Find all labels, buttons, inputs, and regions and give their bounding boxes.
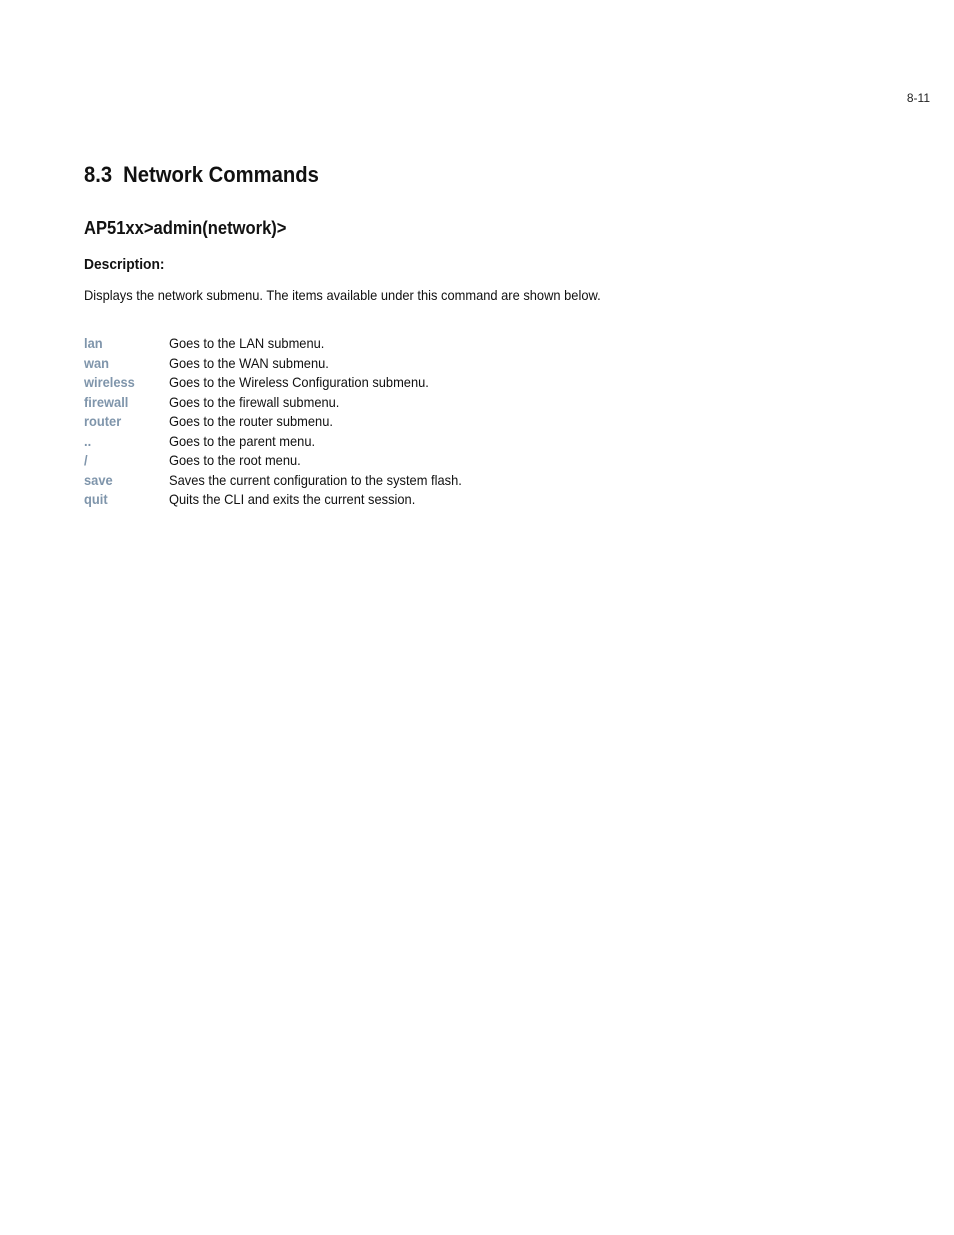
command-name: firewall [84, 393, 129, 410]
command-description: Goes to the WAN submenu. [169, 354, 329, 371]
section-title [84, 162, 319, 188]
command-name: router [84, 413, 122, 429]
command-name: lan [84, 335, 103, 351]
table-row [84, 471, 487, 491]
command-description: Goes to the parent menu. [169, 432, 316, 449]
page-number: 8-11 [906, 91, 930, 105]
command-description: Quits the CLI and exits the current session. [169, 491, 416, 507]
command-description: Goes to the LAN submenu. [169, 335, 325, 351]
command-description: Goes to the router submenu. [169, 413, 333, 429]
command-name: .. [84, 432, 92, 449]
table-row [84, 373, 487, 393]
table-row [84, 432, 487, 452]
command-heading: AP51xx>admin(network)> [84, 218, 287, 238]
command-description: Saves the current configuration to the system flash. [169, 471, 462, 488]
table-row [84, 393, 487, 413]
command-name: wan [84, 354, 110, 371]
section-title-text: Network Commands [123, 162, 319, 187]
command-description: Goes to the firewall submenu. [169, 393, 340, 410]
description-label: Description: [84, 256, 165, 273]
table-row [84, 412, 487, 432]
command-description: Goes to the Wireless Configuration submenu. [169, 374, 429, 390]
command-name: / [84, 452, 88, 468]
command-table [84, 334, 487, 510]
command-name: save [84, 471, 113, 488]
table-row [84, 490, 487, 510]
command-name: quit [84, 491, 108, 507]
table-row [84, 451, 487, 471]
table-row [84, 334, 487, 354]
command-name: wireless [84, 374, 135, 390]
table-row [84, 354, 487, 374]
command-description: Goes to the root menu. [169, 452, 301, 468]
description-text: Displays the network submenu. The items available under this command are shown below. [84, 287, 601, 303]
section-number: 8.3 [84, 162, 113, 187]
